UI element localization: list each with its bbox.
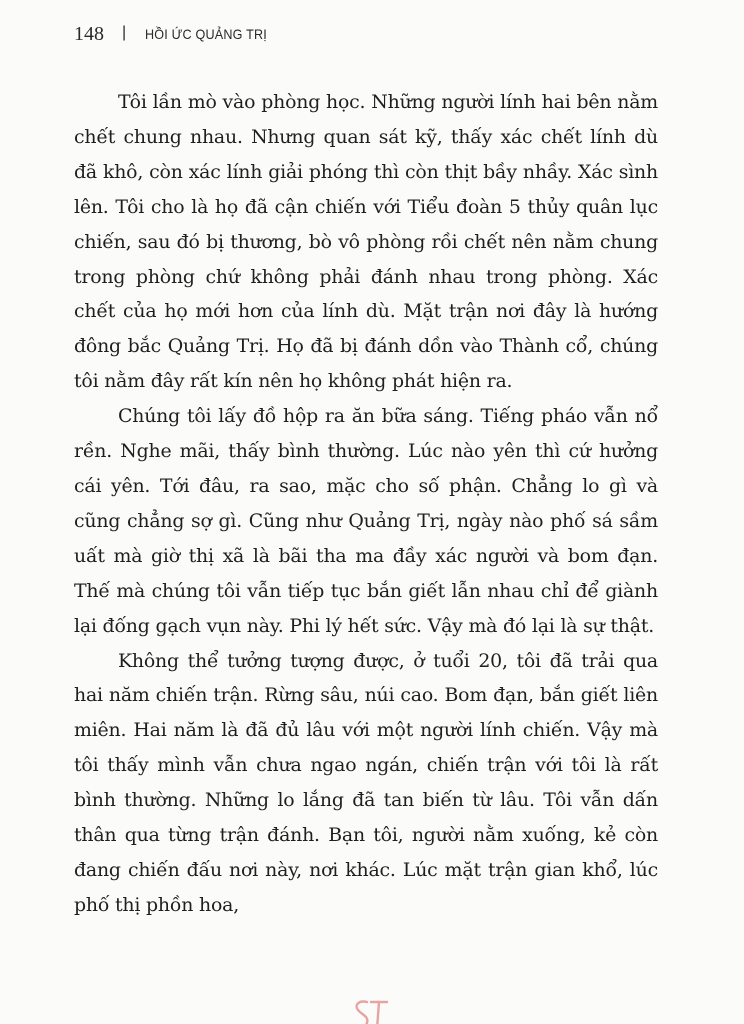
body-text <box>74 85 658 923</box>
header-divider: | <box>122 24 127 41</box>
paragraph-1: Tôi lần mò vào phòng học. Những người lính hai bên nằm chết chung nhau. Nhưng quan sát kỹ, thấy xác chết lính dù đã khô, còn xác lính giải phóng thì còn thịt bầy nhầy. Xác sình lên. Tôi cho là họ đã cận chiến với Tiểu đoàn 5 thủy quân lục chiến, sau đó bị thương, bò vô phòng rồi chết nên nằm chung trong phòng chứ không phải đánh nhau trong phòng. Xác chết của họ mới hơn của lính dù. Mặt trận nơi đây là hướng đông bắc Quảng Trị. Họ đã bị đánh dồn vào Thành cổ, chúng tôi nằm đây rất kín nên họ không phát hiện ra. <box>74 91 658 393</box>
paragraph-2: Chúng tôi lấy đồ hộp ra ăn bữa sáng. Tiếng pháo vẫn nổ rền. Nghe mãi, thấy bình thường. Lúc nào yên thì cứ hưởng cái yên. Tới đâu, ra sao, mặc cho số phận. Chẳng lo gì và cũng chẳng sợ gì. Cũng như Quảng Trị, ngày nào phố sá sầm uất mà giờ thị xã là bãi tha ma đầy xác người và bom đạn. Thế mà chúng tôi vẫn tiếp tục bắn giết lẫn nhau chỉ để giành lại đống gạch vụn này. Phi lý hết sức. Vậy mà đó lại là sự thật. <box>74 405 658 637</box>
publisher-logo-graphic <box>348 996 394 1024</box>
paragraph-3: Không thể tưởng tượng được, ở tuổi 20, tôi đã trải qua hai năm chiến trận. Rừng sâu, núi cao. Bom đạn, bắn giết liên miên. Hai năm là đã đủ lâu với một người lính chiến. Vậy mà tôi thấy mình vẫn chưa ngao ngán, chiến trận với tôi là rất bình thường. Những lo lắng đã tan biến từ lâu. Tôi vẫn dấn thân qua từng trận đánh. Bạn tôi, người nằm xuống, kẻ còn đang chiến đấu nơi này, nơi khác. Lúc mặt trận gian khổ, lúc phố thị phồn hoa, <box>74 649 658 916</box>
book-title: HỒI ỨC QUẢNG TRỊ <box>145 26 268 42</box>
publisher-logo-icon <box>348 996 394 1024</box>
page-number: 148 <box>74 22 104 45</box>
running-header <box>74 22 281 46</box>
